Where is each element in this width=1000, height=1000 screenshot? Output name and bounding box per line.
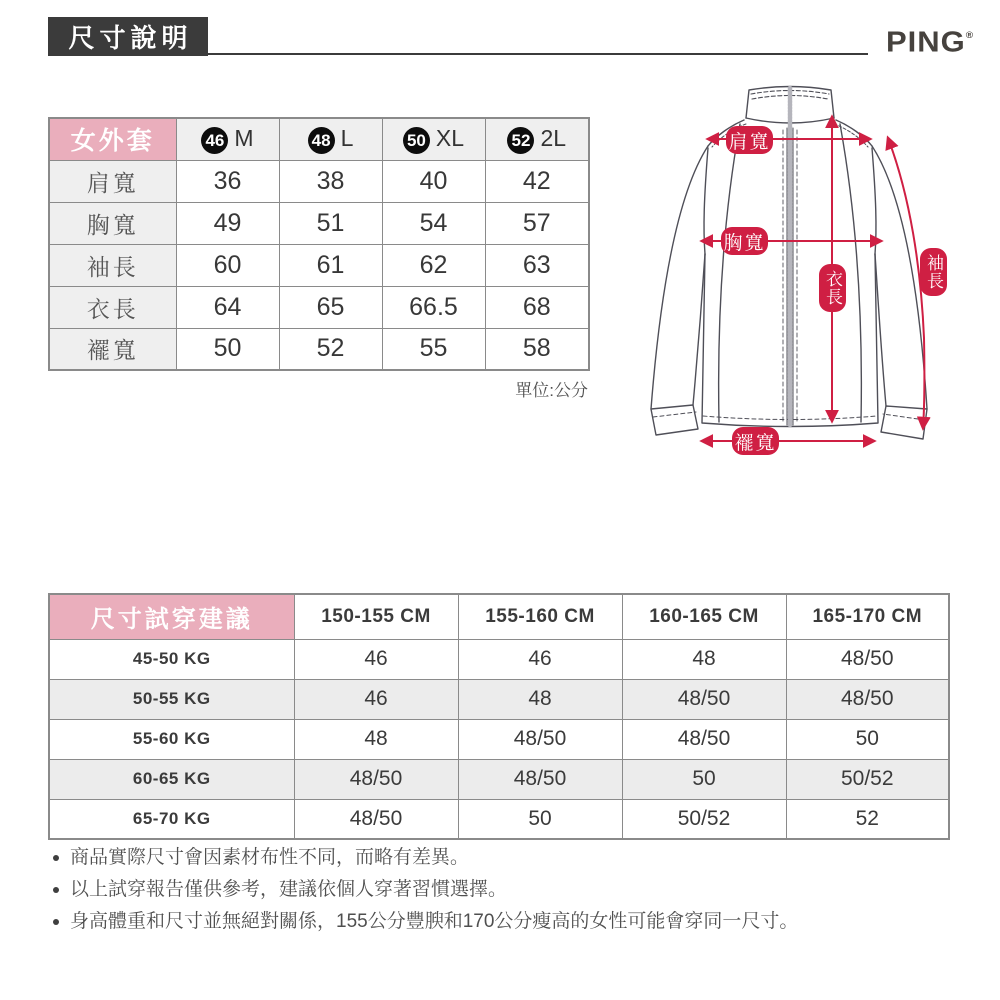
cell-value: 48/50 [294, 759, 458, 799]
table-row [49, 719, 949, 759]
size-badge-icon: 46 [201, 127, 228, 154]
cell-value: 54 [382, 202, 485, 244]
cell-value: 48/50 [294, 799, 458, 839]
cell-value: 46 [458, 639, 622, 679]
size-col-48L: 48 L [279, 118, 382, 160]
size-badge-icon: 50 [403, 127, 430, 154]
table-row [49, 286, 589, 328]
note-line [52, 878, 952, 902]
cell-value: 66.5 [382, 286, 485, 328]
cell-value: 52 [279, 328, 382, 370]
garment-size-table [48, 117, 590, 371]
bullet-icon [53, 887, 59, 893]
table-row [49, 759, 949, 799]
registered-mark-icon: ® [965, 30, 974, 42]
cell-value: 60 [176, 244, 279, 286]
weight-label: 55-60 KG [49, 719, 294, 759]
cell-value: 50/52 [622, 799, 786, 839]
cell-value: 48 [458, 679, 622, 719]
bullet-icon [53, 855, 59, 861]
cell-value: 48/50 [458, 759, 622, 799]
cell-value: 48/50 [458, 719, 622, 759]
table-row [49, 639, 949, 679]
weight-label: 50-55 KG [49, 679, 294, 719]
row-label-hem: 襬寬 [49, 328, 176, 370]
table-row [49, 160, 589, 202]
cell-value: 48 [294, 719, 458, 759]
weight-label: 60-65 KG [49, 759, 294, 799]
height-col-2: 160-165 CM [622, 594, 786, 639]
row-label-chest: 胸寬 [49, 202, 176, 244]
size-badge-icon: 48 [308, 127, 335, 154]
sleeve-length-label: 袖長 [920, 248, 947, 296]
note-text: 以上試穿報告僅供參考，建議依個人穿著習慣選擇。 [70, 879, 508, 900]
cell-value: 46 [294, 639, 458, 679]
height-col-1: 155-160 CM [458, 594, 622, 639]
cell-value: 48/50 [622, 679, 786, 719]
note-text: 身高體重和尺寸並無絕對關係，155公分豐腴和170公分瘦高的女性可能會穿同一尺寸。 [70, 911, 799, 932]
chest-width-label: 胸寬 [721, 227, 768, 255]
cell-value: 57 [485, 202, 589, 244]
bullet-icon [53, 919, 59, 925]
cell-value: 42 [485, 160, 589, 202]
cell-value: 51 [279, 202, 382, 244]
hem-width-label: 襬寬 [732, 427, 779, 455]
cell-value: 64 [176, 286, 279, 328]
page-title: 尺寸說明 [48, 17, 208, 56]
table-row [49, 679, 949, 719]
note-line [52, 910, 952, 934]
size-badge-icon: 52 [507, 127, 534, 154]
size-table-title: 女外套 [49, 118, 176, 160]
table-row [49, 799, 949, 839]
sleeve-length-arrow [888, 138, 924, 428]
cell-value: 65 [279, 286, 382, 328]
garment-length-label: 衣長 [819, 264, 846, 312]
cell-value: 48/50 [786, 639, 949, 679]
cell-value: 52 [786, 799, 949, 839]
cell-value: 61 [279, 244, 382, 286]
cell-value: 62 [382, 244, 485, 286]
row-label-sleeve: 袖長 [49, 244, 176, 286]
cell-value: 58 [485, 328, 589, 370]
cell-value: 50 [786, 719, 949, 759]
weight-label: 65-70 KG [49, 799, 294, 839]
unit-note: 單位:公分 [515, 381, 588, 400]
cell-value: 46 [294, 679, 458, 719]
fit-recommendation-table [48, 593, 950, 840]
cell-value: 48/50 [622, 719, 786, 759]
fit-table-title: 尺寸試穿建議 [49, 594, 294, 639]
size-col-52-2L: 52 2L [485, 118, 589, 160]
row-label-length: 衣長 [49, 286, 176, 328]
shoulder-width-label: 肩寬 [726, 126, 773, 154]
cell-value: 55 [382, 328, 485, 370]
cell-value: 68 [485, 286, 589, 328]
table-row [49, 328, 589, 370]
size-col-50XL: 50 XL [382, 118, 485, 160]
cell-value: 40 [382, 160, 485, 202]
table-row [49, 244, 589, 286]
cell-value: 50 [176, 328, 279, 370]
cell-value: 50 [622, 759, 786, 799]
cell-value: 38 [279, 160, 382, 202]
cell-value: 36 [176, 160, 279, 202]
note-line [52, 846, 952, 870]
size-col-46M: 46 M [176, 118, 279, 160]
cell-value: 50/52 [786, 759, 949, 799]
height-col-0: 150-155 CM [294, 594, 458, 639]
note-text: 商品實際尺寸會因素材布性不同，而略有差異。 [70, 847, 470, 868]
cell-value: 63 [485, 244, 589, 286]
cell-value: 48/50 [786, 679, 949, 719]
row-label-shoulder: 肩寬 [49, 160, 176, 202]
brand-text: PING [886, 25, 966, 58]
brand-logo [886, 25, 973, 59]
cell-value: 48 [622, 639, 786, 679]
weight-label: 45-50 KG [49, 639, 294, 679]
cell-value: 49 [176, 202, 279, 244]
cell-value: 50 [458, 799, 622, 839]
jacket-diagram [620, 78, 1000, 478]
height-col-3: 165-170 CM [786, 594, 949, 639]
title-underline [208, 53, 868, 55]
table-row [49, 202, 589, 244]
footnotes [52, 846, 952, 942]
